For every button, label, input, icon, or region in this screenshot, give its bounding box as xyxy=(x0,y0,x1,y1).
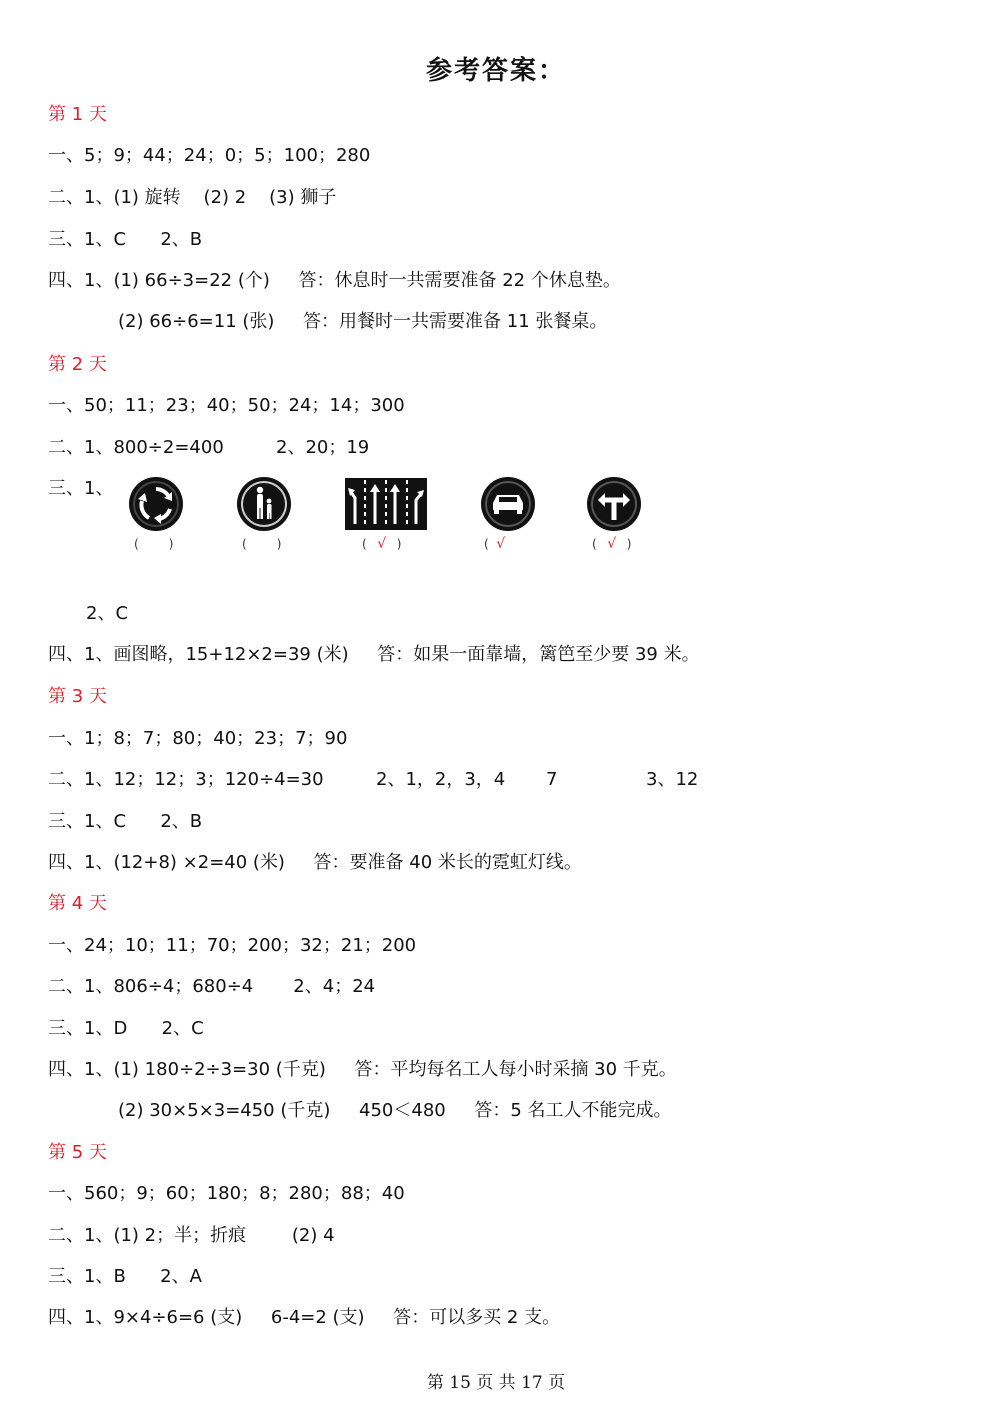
day-4-answer-part-4b: (2) 30×5×3=450 (千克) 450＜480 答：5 名工人不能完成。 xyxy=(118,1100,672,1121)
day-2-answer-part-2b: 2、20；19 xyxy=(276,437,370,458)
check-mark: √ xyxy=(607,536,617,552)
day-3-answer-part-3: 三、1、C 2、B xyxy=(48,811,203,832)
sign-4-answer xyxy=(484,535,513,553)
day-5-answer-part-1: 一、560；9；60；180；8；280；88；40 xyxy=(48,1183,405,1204)
day-3-heading: 第 3 天 xyxy=(48,686,107,707)
open-paren: ( xyxy=(484,537,489,551)
day-4-answer-part-1: 一、24；10；11；70；200；32；21；200 xyxy=(48,935,417,956)
day-1-answer-part-4b: (2) 66÷6=11 (张) 答：用餐时一共需要准备 11 张餐桌。 xyxy=(118,311,608,332)
day-1-answer-part-4a: 四、1、(1) 66÷3=22 (个) 答：休息时一共需要准备 22 个休息垫。 xyxy=(48,270,621,291)
day-5-answer-part-4: 四、1、9×4÷6=6 (支) 6-4=2 (支) 答：可以多买 2 支。 xyxy=(48,1307,561,1328)
close-paren: ) xyxy=(396,537,402,551)
day-1-answer-part-1: 一、5；9；44；24；0；5；100；280 xyxy=(48,145,371,166)
open-paren: ( xyxy=(134,537,139,551)
day-5-heading: 第 5 天 xyxy=(48,1142,107,1163)
roundabout-sign-icon xyxy=(128,476,184,532)
day-3-answer-part-2d: 3、12 xyxy=(646,769,699,790)
close-paren: ) xyxy=(276,537,282,551)
close-paren: ) xyxy=(168,537,174,551)
open-paren: ( xyxy=(362,537,367,551)
day-1-answer-part-2: 二、1、(1) 旋转 (2) 2 (3) 狮子 xyxy=(48,187,337,208)
day-3-answer-part-1: 一、1；8；7；80；40；23；7；90 xyxy=(48,728,348,749)
sign-3-answer xyxy=(362,535,401,553)
open-paren: ( xyxy=(242,537,247,551)
day-4-answer-part-3: 三、1、D 2、C xyxy=(48,1018,204,1039)
page-title: 参考答案： xyxy=(425,56,566,86)
check-mark: √ xyxy=(377,536,387,552)
car-sign-icon xyxy=(480,476,536,532)
day-2-answer-part-3: 三、1、 xyxy=(48,478,114,499)
sign-5-answer xyxy=(592,535,631,553)
turn-left-right-sign-icon xyxy=(586,476,642,532)
sign-1-answer xyxy=(134,535,173,553)
day-4-heading: 第 4 天 xyxy=(48,893,107,914)
day-4-answer-part-2: 二、1、806÷4；680÷4 2、4；24 xyxy=(48,976,376,997)
day-2-answer-part-3b: 2、C xyxy=(86,603,129,624)
day-2-answer-part-2a: 二、1、800÷2=400 xyxy=(48,437,224,458)
day-2-heading: 第 2 天 xyxy=(48,354,107,375)
day-3-answer-part-2b: 2、1，2，3，4 xyxy=(376,769,506,790)
day-1-answer-part-3: 三、1、C 2、B xyxy=(48,229,203,250)
day-5-answer-part-2: 二、1、(1) 2；半；折痕 (2) 4 xyxy=(48,1225,335,1246)
close-paren: ) xyxy=(626,537,632,551)
day-2-answer-part-4: 四、1、画图略，15+12×2=39 (米) 答：如果一面靠墙，篱笆至少要 39 米。 xyxy=(48,644,700,665)
lane-direction-sign-icon xyxy=(345,478,427,530)
day-3-answer-part-2c: 7 xyxy=(546,769,558,790)
day-5-answer-part-3: 三、1、B 2、A xyxy=(48,1266,202,1287)
check-mark: √ xyxy=(496,536,506,552)
pedestrian-sign-icon xyxy=(236,476,292,532)
day-2-answer-part-1: 一、50；11；23；40；50；24；14；300 xyxy=(48,395,405,416)
day-3-answer-part-4: 四、1、(12+8) ×2=40 (米) 答：要准备 40 米长的霓虹灯线。 xyxy=(48,852,582,873)
open-paren: ( xyxy=(592,537,597,551)
page-footer: 第 15 页 共 17 页 xyxy=(426,1373,566,1393)
day-1-heading: 第 1 天 xyxy=(48,104,107,125)
sign-2-answer xyxy=(242,535,281,553)
day-3-answer-part-2a: 二、1、12；12；3；120÷4=30 xyxy=(48,769,324,790)
day-4-answer-part-4a: 四、1、(1) 180÷2÷3=30 (千克) 答：平均每名工人每小时采摘 30 千克。 xyxy=(48,1059,677,1080)
